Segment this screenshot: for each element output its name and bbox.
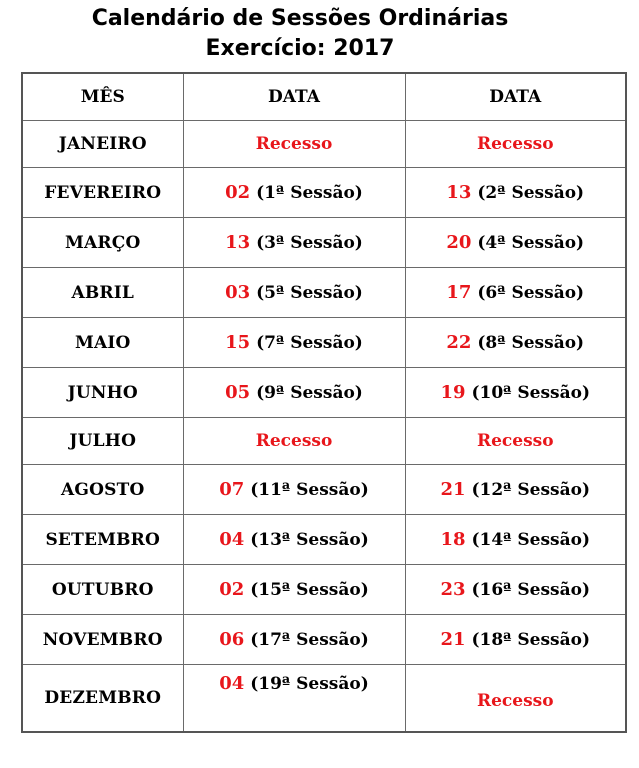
column-header-date-1: DATA xyxy=(183,73,405,121)
session-number: (4ª Sessão) xyxy=(477,233,585,253)
date-cell-2 xyxy=(405,465,626,515)
session-day: 13 xyxy=(225,232,251,253)
session-number: (18ª Sessão) xyxy=(471,630,590,650)
date-cell-2 xyxy=(405,318,626,368)
session-number: (17ª Sessão) xyxy=(250,630,369,650)
table-body xyxy=(22,121,626,733)
month-cell: NOVEMBRO xyxy=(22,615,183,665)
session-day: 02 xyxy=(225,182,251,203)
recesso-label: Recesso xyxy=(255,431,333,451)
recesso-label: Recesso xyxy=(255,134,333,154)
month-cell: JULHO xyxy=(22,418,183,465)
session-day: 13 xyxy=(446,182,472,203)
date-cell-1 xyxy=(183,368,405,418)
session-number: (8ª Sessão) xyxy=(477,333,585,353)
date-cell-2 xyxy=(405,565,626,615)
session-number: (11ª Sessão) xyxy=(250,480,369,500)
title-line-2: Exercício: 2017 xyxy=(205,36,395,61)
date-cell-1 xyxy=(183,418,405,465)
date-cell-1 xyxy=(183,268,405,318)
recesso-label: Recesso xyxy=(476,134,554,154)
session-number: (1ª Sessão) xyxy=(256,183,363,203)
date-cell-1 xyxy=(183,465,405,515)
month-cell: JANEIRO xyxy=(22,121,183,168)
date-cell-2 xyxy=(405,168,626,218)
session-day: 02 xyxy=(219,579,245,600)
table-row xyxy=(22,565,626,615)
session-number: (15ª Sessão) xyxy=(250,580,369,600)
session-number: (12ª Sessão) xyxy=(471,480,590,500)
month-cell: FEVEREIRO xyxy=(22,168,183,218)
month-cell: MARÇO xyxy=(22,218,183,268)
title-line-1: Calendário de Sessões Ordinárias xyxy=(91,6,509,31)
session-number: (19ª Sessão) xyxy=(250,674,369,694)
month-cell: AGOSTO xyxy=(22,465,183,515)
session-number: (14ª Sessão) xyxy=(471,530,590,550)
table-row xyxy=(22,168,626,218)
session-number: (6ª Sessão) xyxy=(477,283,585,303)
session-day: 22 xyxy=(446,332,472,353)
date-cell-1 xyxy=(183,168,405,218)
session-day: 23 xyxy=(440,579,466,600)
date-cell-1 xyxy=(183,121,405,168)
table-row xyxy=(22,418,626,465)
sessions-calendar-table xyxy=(21,72,627,733)
month-cell: OUTUBRO xyxy=(22,565,183,615)
date-cell-2 xyxy=(405,418,626,465)
date-cell-2 xyxy=(405,218,626,268)
table-row xyxy=(22,515,626,565)
date-cell-1 xyxy=(183,665,405,733)
session-number: (2ª Sessão) xyxy=(477,183,585,203)
session-day: 06 xyxy=(219,629,245,650)
session-day: 07 xyxy=(219,479,245,500)
session-day: 04 xyxy=(219,673,245,694)
column-header-month: MÊS xyxy=(22,73,183,121)
recesso-label: Recesso xyxy=(476,691,554,711)
recesso-label: Recesso xyxy=(476,431,554,451)
session-day: 21 xyxy=(440,479,466,500)
session-day: 17 xyxy=(446,282,472,303)
month-cell: SETEMBRO xyxy=(22,515,183,565)
month-cell: ABRIL xyxy=(22,268,183,318)
table-row xyxy=(22,218,626,268)
month-cell: JUNHO xyxy=(22,368,183,418)
table-row xyxy=(22,121,626,168)
session-day: 04 xyxy=(219,529,245,550)
session-day: 21 xyxy=(440,629,466,650)
date-cell-2 xyxy=(405,121,626,168)
date-cell-1 xyxy=(183,318,405,368)
table-row xyxy=(22,465,626,515)
table-row xyxy=(22,268,626,318)
table-header-row xyxy=(22,73,626,121)
table-row xyxy=(22,368,626,418)
session-number: (16ª Sessão) xyxy=(471,580,590,600)
session-day: 03 xyxy=(225,282,251,303)
date-cell-1 xyxy=(183,218,405,268)
date-cell-1 xyxy=(183,515,405,565)
session-day: 19 xyxy=(440,382,466,403)
date-cell-2 xyxy=(405,665,626,733)
date-cell-2 xyxy=(405,268,626,318)
month-cell: DEZEMBRO xyxy=(22,665,183,733)
table-row xyxy=(22,665,626,733)
session-number: (13ª Sessão) xyxy=(250,530,369,550)
session-number: (10ª Sessão) xyxy=(471,383,590,403)
table-row xyxy=(22,615,626,665)
column-header-date-2: DATA xyxy=(405,73,626,121)
date-cell-2 xyxy=(405,615,626,665)
table-row xyxy=(22,318,626,368)
month-cell: MAIO xyxy=(22,318,183,368)
date-cell-1 xyxy=(183,615,405,665)
date-cell-1 xyxy=(183,565,405,615)
session-day: 20 xyxy=(446,232,472,253)
session-number: (7ª Sessão) xyxy=(256,333,363,353)
date-cell-2 xyxy=(405,515,626,565)
session-day: 15 xyxy=(225,332,251,353)
session-number: (9ª Sessão) xyxy=(256,383,363,403)
session-day: 18 xyxy=(440,529,466,550)
session-number: (3ª Sessão) xyxy=(256,233,363,253)
session-number: (5ª Sessão) xyxy=(256,283,363,303)
document-title xyxy=(0,4,600,64)
session-day: 05 xyxy=(225,382,251,403)
date-cell-2 xyxy=(405,368,626,418)
